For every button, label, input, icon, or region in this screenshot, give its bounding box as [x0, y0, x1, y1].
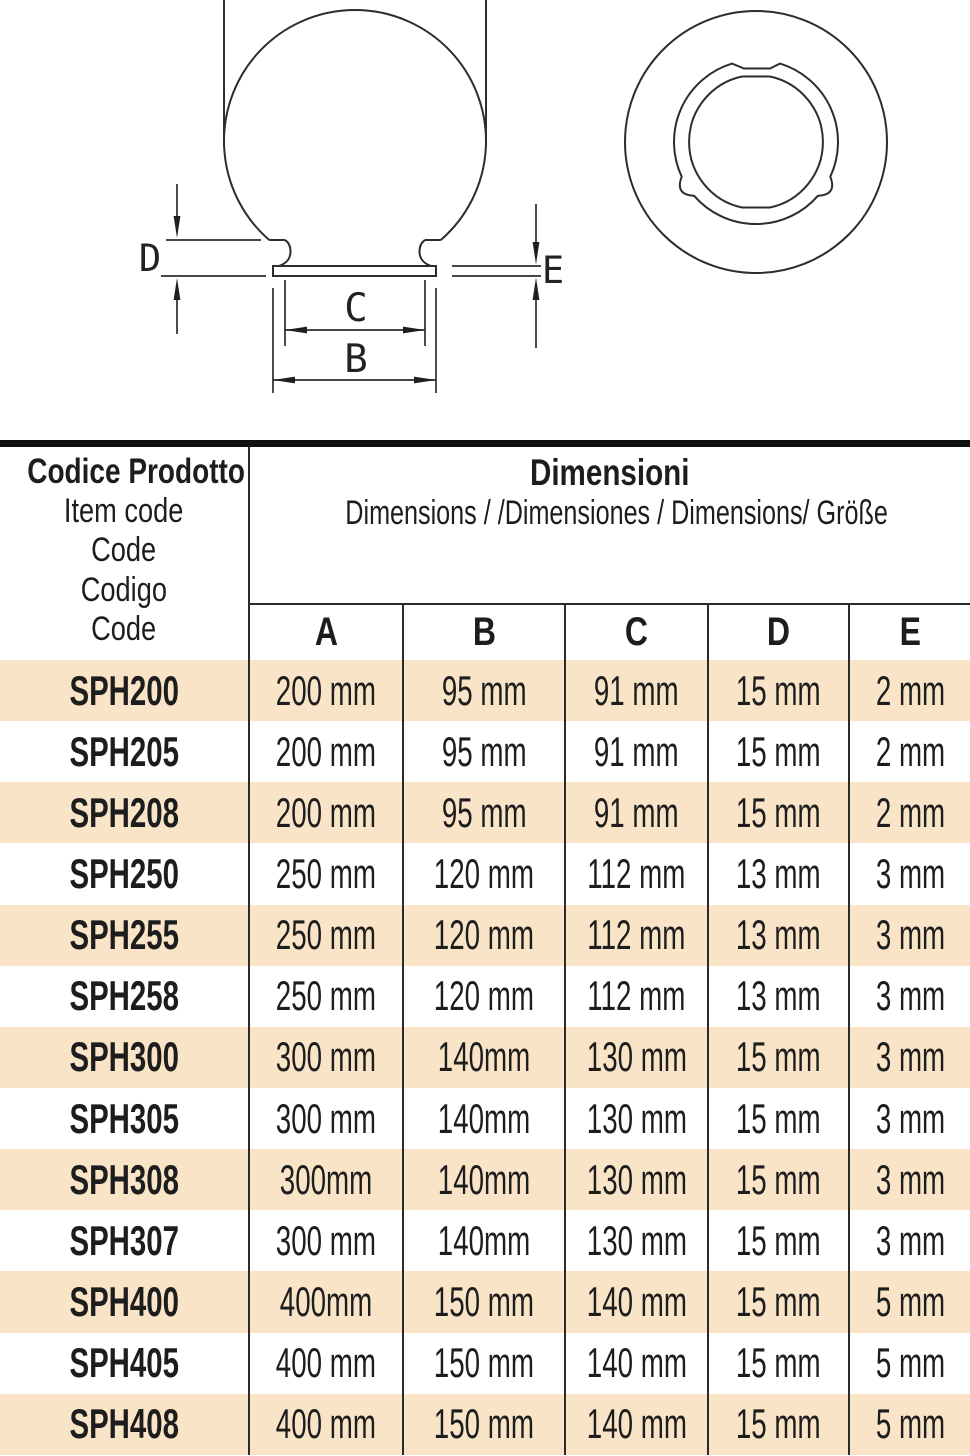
product-code-subtitle-text: Code [91, 531, 157, 569]
dim-d-text: 15 mm [736, 788, 821, 836]
table-row [0, 1333, 970, 1394]
dim-a-text: 200 mm [275, 788, 377, 836]
product-code-subtitle [0, 571, 248, 611]
dimensions-header [250, 447, 970, 660]
dimension-labels [139, 237, 564, 382]
column-header-d [707, 605, 848, 660]
dimensions-title [250, 453, 970, 493]
table-body [0, 660, 970, 1455]
product-code-title-text: Codice Prodotto [27, 452, 245, 491]
dim-c-text: 91 mm [594, 666, 679, 714]
dim-c-cell [564, 1394, 707, 1455]
dim-e-text: 3 mm [875, 849, 945, 897]
product-code-cell [0, 1394, 250, 1455]
table-row [0, 966, 970, 1027]
dim-b-text: 95 mm [441, 788, 527, 836]
product-code-cell [0, 1271, 250, 1332]
dim-a-cell [250, 1394, 402, 1455]
flange-outline [273, 266, 436, 276]
dim-b-text: 150 mm [433, 1400, 535, 1448]
table-row [0, 1149, 970, 1210]
column-header-b-text: B [472, 610, 496, 654]
dim-a-cell [250, 1333, 402, 1394]
dim-e-cell [848, 905, 970, 966]
dim-e-cell [848, 721, 970, 782]
dim-b-cell [402, 843, 564, 904]
dim-e-text: 5 mm [875, 1277, 945, 1325]
dim-d-text: 13 mm [736, 911, 821, 959]
dimensions-subtitle-text: Dimensions / /Dimensiones / Dimensions/ Größe [345, 494, 888, 532]
dim-a-text: 400 mm [275, 1339, 377, 1387]
dim-b-cell [402, 1027, 564, 1088]
arrow-d-top [174, 216, 181, 238]
dim-e-cell [848, 660, 970, 721]
dim-e-text: 3 mm [875, 1033, 945, 1081]
dim-c-cell [564, 1149, 707, 1210]
table-row [0, 782, 970, 843]
dim-e-extension-lines [452, 266, 541, 276]
product-code-subtitle [0, 492, 248, 532]
dim-b-cell [402, 1088, 564, 1149]
dim-e-cell [848, 843, 970, 904]
product-code-text: SPH308 [69, 1155, 179, 1203]
dim-e-text: 3 mm [875, 1094, 945, 1142]
product-code-text: SPH250 [69, 849, 179, 897]
table-row [0, 843, 970, 904]
column-header-e [848, 605, 970, 660]
dim-d-cell [707, 1027, 848, 1088]
table-row [0, 905, 970, 966]
dim-d-cell [707, 843, 848, 904]
dim-c-text: 140 mm [586, 1400, 687, 1448]
dim-d-cell [707, 1271, 848, 1332]
dim-d-cell [707, 660, 848, 721]
product-code-subtitle [0, 610, 248, 650]
dim-d-cell [707, 1210, 848, 1271]
dim-b-cell [402, 660, 564, 721]
dim-e-cell [848, 1027, 970, 1088]
column-header-a-text: A [314, 610, 338, 654]
dim-a-text: 300 mm [275, 1216, 377, 1264]
dim-a-cell [250, 782, 402, 843]
dim-d-text: 13 mm [736, 849, 821, 897]
dim-label-b: B [344, 337, 368, 382]
arrow-e-top [533, 242, 540, 265]
dim-c-cell [564, 966, 707, 1027]
column-headers [250, 603, 970, 660]
dim-a-cell [250, 1271, 402, 1332]
product-code-cell [0, 1333, 250, 1394]
product-code-text: SPH200 [69, 666, 179, 714]
neck-right-edge [420, 240, 432, 266]
dim-d-cell [707, 905, 848, 966]
top-view-inner-opening [689, 77, 823, 208]
dim-d-text: 15 mm [736, 666, 821, 714]
dim-c-cell [564, 721, 707, 782]
dim-e-cell [848, 1210, 970, 1271]
dim-c-cell [564, 782, 707, 843]
dim-label-c: C [344, 286, 368, 331]
dim-c-cell [564, 1210, 707, 1271]
dim-e-cell [848, 1271, 970, 1332]
dim-b-text: 95 mm [441, 666, 527, 714]
dim-e-text: 2 mm [875, 788, 945, 836]
dim-a-cell [250, 966, 402, 1027]
product-code-text: SPH408 [69, 1400, 179, 1448]
dim-b-text: 150 mm [433, 1339, 535, 1387]
neck-top-view [625, 11, 887, 273]
dim-c-cell [564, 905, 707, 966]
column-header-a [250, 605, 402, 660]
dim-d-text: 15 mm [736, 727, 821, 775]
dim-d-cell [707, 1394, 848, 1455]
dim-e-cell [848, 1394, 970, 1455]
dim-c-text: 91 mm [594, 788, 679, 836]
technical-drawing [0, 0, 970, 440]
dim-e-cell [848, 966, 970, 1027]
dim-a-cell [250, 843, 402, 904]
dim-a-text: 400mm [279, 1277, 373, 1325]
dim-b-cell [402, 1149, 564, 1210]
dim-a-cell [250, 1027, 402, 1088]
product-code-text: SPH400 [69, 1277, 179, 1325]
dim-d-text: 15 mm [736, 1339, 821, 1387]
dim-a-text: 250 mm [275, 849, 377, 897]
dim-d-text: 15 mm [736, 1277, 821, 1325]
arrow-b-left [273, 377, 295, 384]
dim-a-cell [250, 721, 402, 782]
top-view-ring-with-notches [674, 64, 838, 224]
dim-a-text: 300mm [279, 1155, 373, 1203]
product-code-cell [0, 905, 250, 966]
dimensions-subtitle [250, 493, 970, 533]
product-code-cell [0, 1027, 250, 1088]
dim-b-text: 150 mm [433, 1277, 535, 1325]
dim-d-cell [707, 966, 848, 1027]
dim-e-text: 3 mm [875, 972, 945, 1020]
dim-c-cell [564, 660, 707, 721]
dim-b-text: 120 mm [433, 972, 535, 1020]
table-row [0, 1210, 970, 1271]
dim-c-text: 112 mm [587, 849, 686, 897]
product-code-text: SPH258 [69, 972, 179, 1020]
arrow-e-bottom [533, 278, 540, 301]
dim-c-text: 91 mm [594, 727, 679, 775]
dim-c-cell [564, 1088, 707, 1149]
product-code-cell [0, 782, 250, 843]
sphere-outline [224, 10, 486, 240]
dim-c-cell [564, 1333, 707, 1394]
dim-e-text: 2 mm [875, 727, 945, 775]
top-view-outer-circle [625, 11, 887, 273]
dim-d-text: 15 mm [736, 1400, 821, 1448]
dim-c-text: 130 mm [586, 1033, 687, 1081]
table-row [0, 1088, 970, 1149]
dimensions-title-text: Dimensioni [530, 452, 690, 493]
dim-c-cell [564, 1271, 707, 1332]
dim-b-cell [402, 782, 564, 843]
dim-e-cell [848, 1149, 970, 1210]
dim-b-text: 120 mm [433, 849, 535, 897]
dim-a-cell [250, 1210, 402, 1271]
arrow-b-right [414, 377, 436, 384]
dim-d-cell [707, 1149, 848, 1210]
column-header-c [564, 605, 707, 660]
column-header-b [402, 605, 564, 660]
dim-a-text: 300 mm [275, 1094, 377, 1142]
dim-e-text: 2 mm [875, 666, 945, 714]
dim-a-text: 250 mm [275, 911, 377, 959]
dim-c-text: 112 mm [587, 911, 686, 959]
dim-a-cell [250, 905, 402, 966]
dim-b-text: 140mm [437, 1155, 531, 1203]
product-code-title [0, 452, 248, 492]
dim-b-text: 140mm [437, 1094, 531, 1142]
product-code-header [0, 447, 250, 660]
table-row [0, 721, 970, 782]
dim-a-text: 200 mm [275, 727, 377, 775]
arrow-c-right [403, 327, 425, 334]
dim-c-cell [564, 1027, 707, 1088]
dim-d-extension-lines [161, 240, 266, 276]
dim-d-text: 15 mm [736, 1094, 821, 1142]
table-row [0, 1394, 970, 1455]
drawing-svg [0, 0, 970, 440]
dim-d-cell [707, 1088, 848, 1149]
table-top-rule [0, 440, 970, 447]
product-code-text: SPH208 [69, 788, 179, 836]
product-code-subtitle [0, 531, 248, 571]
dim-b-text: 95 mm [441, 727, 527, 775]
dim-c-text: 130 mm [586, 1155, 687, 1203]
dim-c-text: 130 mm [586, 1094, 687, 1142]
product-code-cell [0, 660, 250, 721]
dim-e-text: 3 mm [875, 1155, 945, 1203]
dim-a-text: 250 mm [275, 972, 377, 1020]
dim-b-cell [402, 721, 564, 782]
dim-d-cell [707, 721, 848, 782]
dim-b-cell [402, 966, 564, 1027]
neck-left-edge [279, 240, 291, 266]
dim-a-text: 400 mm [275, 1400, 377, 1448]
dim-c-cell [564, 843, 707, 904]
dim-e-text: 3 mm [875, 911, 945, 959]
dim-c-text: 140 mm [586, 1339, 687, 1387]
dim-e-cell [848, 1333, 970, 1394]
dim-d-text: 13 mm [736, 972, 821, 1020]
dim-d-cell [707, 782, 848, 843]
dim-e-cell [848, 1088, 970, 1149]
product-code-subtitle-text: Code [91, 610, 157, 648]
dim-a-cell [250, 1149, 402, 1210]
product-code-text: SPH255 [69, 911, 179, 959]
dim-b-cell [402, 1333, 564, 1394]
product-code-text: SPH305 [69, 1094, 179, 1142]
column-header-e-text: E [899, 610, 921, 654]
dim-b-cell [402, 905, 564, 966]
dim-b-text: 140mm [437, 1216, 531, 1264]
dim-a-text: 200 mm [275, 666, 377, 714]
dim-b-text: 140mm [437, 1033, 531, 1081]
product-code-subtitle-text: Item code [64, 491, 184, 530]
dim-e-text: 5 mm [875, 1339, 945, 1387]
column-header-c-text: C [624, 610, 649, 654]
dimensions-title-block [250, 447, 970, 603]
dim-a-cell [250, 660, 402, 721]
dim-e-cell [848, 782, 970, 843]
dim-e-text: 3 mm [875, 1216, 945, 1264]
arrow-d-bottom [174, 278, 181, 300]
table-row [0, 660, 970, 721]
product-code-text: SPH300 [69, 1033, 179, 1081]
table-row [0, 1271, 970, 1332]
dim-d-cell [707, 1333, 848, 1394]
dim-c-text: 140 mm [586, 1277, 687, 1325]
table-header [0, 447, 970, 660]
dim-d-text: 15 mm [736, 1155, 821, 1203]
column-header-d-text: D [766, 610, 791, 654]
dim-a-text: 300 mm [275, 1033, 377, 1081]
dim-label-e: E [541, 249, 565, 292]
dim-e-text: 5 mm [875, 1400, 945, 1448]
product-code-cell [0, 1149, 250, 1210]
product-code-cell [0, 1210, 250, 1271]
dim-d-text: 15 mm [736, 1033, 821, 1081]
arrow-c-left [285, 327, 307, 334]
dim-b-cell [402, 1394, 564, 1455]
product-code-subtitle-text: Codigo [80, 570, 168, 609]
product-code-text: SPH405 [69, 1339, 179, 1387]
product-code-text: SPH205 [69, 727, 179, 775]
dim-d-text: 15 mm [736, 1216, 821, 1264]
dim-b-cell [402, 1210, 564, 1271]
dim-a-cell [250, 1088, 402, 1149]
dim-b-cell [402, 1271, 564, 1332]
dim-c-text: 130 mm [586, 1216, 687, 1264]
globe-front-view [224, 0, 486, 276]
product-code-cell [0, 966, 250, 1027]
product-code-text: SPH307 [69, 1216, 179, 1264]
product-code-cell [0, 1088, 250, 1149]
dim-c-text: 112 mm [587, 972, 686, 1020]
dimensions-table [0, 440, 970, 1455]
table-row [0, 1027, 970, 1088]
dim-b-text: 120 mm [433, 911, 535, 959]
product-code-cell [0, 843, 250, 904]
product-code-cell [0, 721, 250, 782]
dim-label-d: D [138, 237, 162, 280]
